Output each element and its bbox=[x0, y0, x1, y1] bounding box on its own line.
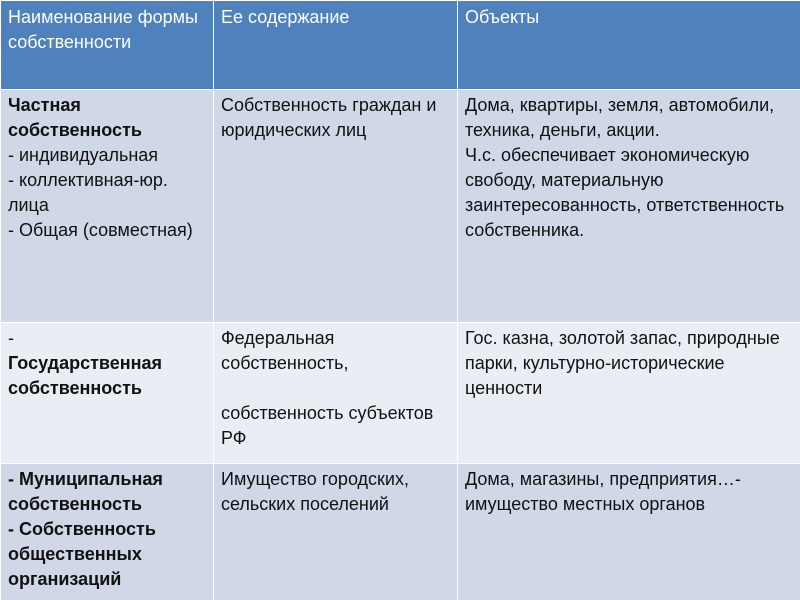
table-row bbox=[1, 90, 800, 323]
content-line: Имущество городских, сельских поселений bbox=[221, 469, 415, 514]
objects-line: Дома, магазины, предприятия…- имущество местных органов bbox=[465, 469, 746, 514]
form-line: - индивидуальная bbox=[8, 145, 159, 165]
cell-form bbox=[1, 464, 214, 600]
content-line: собственность субъектов РФ bbox=[221, 403, 439, 448]
content-line: Федеральная собственность, bbox=[221, 328, 349, 373]
table-header-row bbox=[1, 1, 800, 90]
form-line: - Муниципальная собственность bbox=[8, 469, 168, 514]
form-line: Частная собственность bbox=[8, 95, 142, 140]
form-line: - Общая (совместная) bbox=[8, 220, 193, 240]
form-line: - коллективная-юр. лица bbox=[8, 170, 173, 215]
header-content: Ее содержание bbox=[214, 1, 458, 90]
cell-objects bbox=[458, 464, 800, 600]
table-row bbox=[1, 464, 800, 600]
cell-content bbox=[214, 323, 458, 464]
objects-line: Ч.с. обеспечивает экономическую свободу, материальную заинтересованность, ответственность собственника. bbox=[465, 145, 790, 240]
content-line: Собственность граждан и юридических лиц bbox=[221, 95, 442, 140]
cell-form bbox=[1, 323, 214, 464]
form-line: Государственная собственность bbox=[8, 353, 168, 398]
table-row bbox=[1, 323, 800, 464]
form-line: - Собственность общественных организаций bbox=[8, 519, 161, 589]
form-line: - bbox=[8, 328, 14, 348]
cell-content bbox=[214, 464, 458, 600]
content-blank-line bbox=[221, 376, 451, 401]
header-form-name: Наименование формы собственности bbox=[1, 1, 214, 90]
cell-content bbox=[214, 90, 458, 323]
cell-objects bbox=[458, 90, 800, 323]
header-objects: Объекты bbox=[458, 1, 800, 90]
objects-line: Дома, квартиры, земля, автомобили, техника, деньги, акции. bbox=[465, 95, 780, 140]
cell-form bbox=[1, 90, 214, 323]
cell-objects bbox=[458, 323, 800, 464]
objects-line: Гос. казна, золотой запас, природные парки, культурно-исторические ценности bbox=[465, 328, 785, 398]
